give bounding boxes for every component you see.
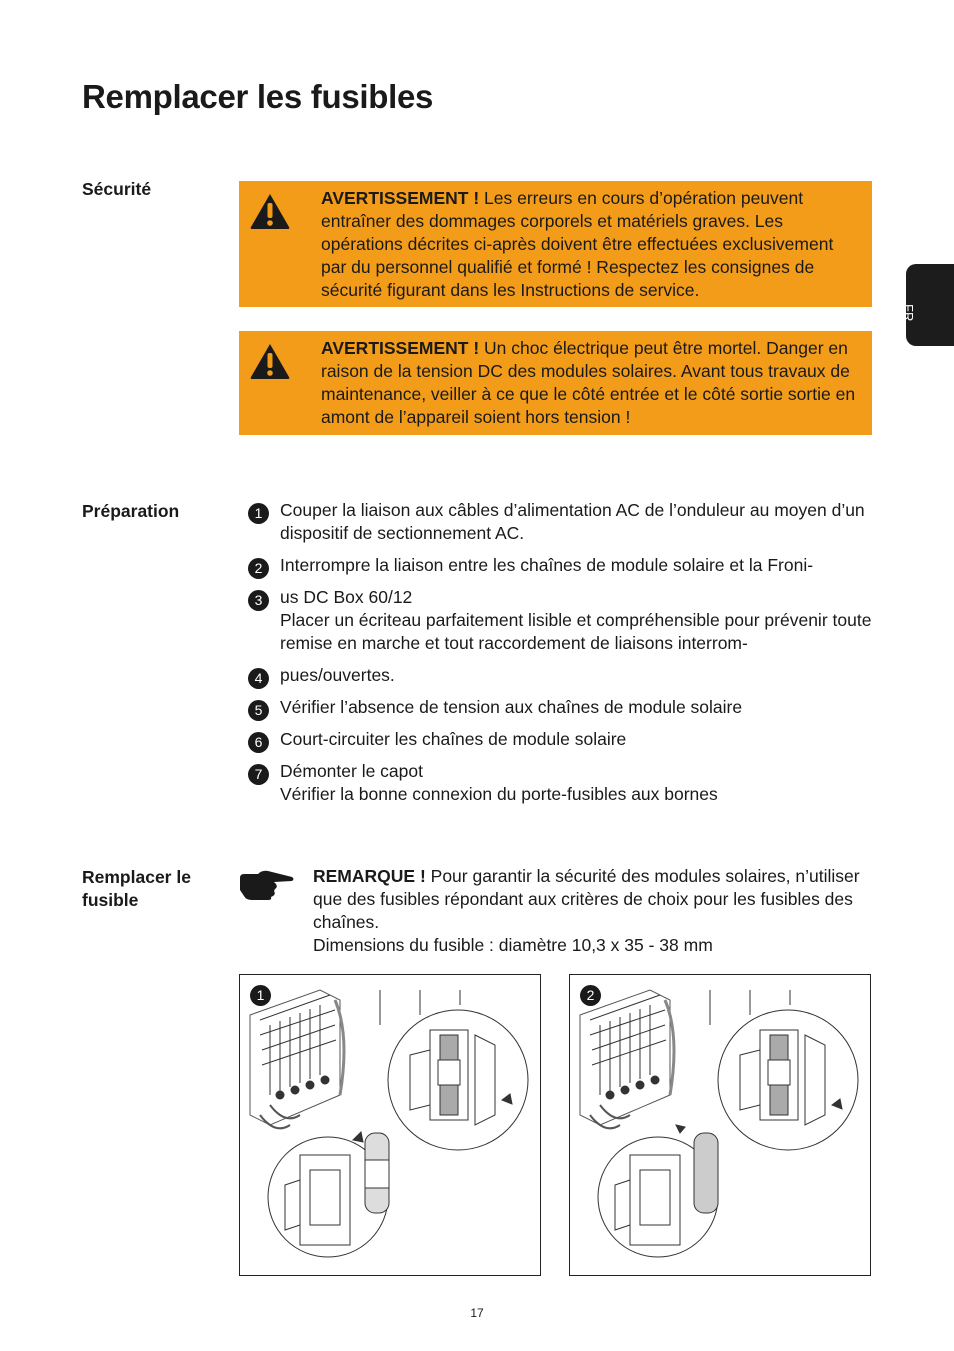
figure-1 xyxy=(239,974,541,1276)
warning-box-1 xyxy=(239,181,872,307)
page-number: 17 xyxy=(470,1306,484,1320)
step-text: Court-circuiter les chaînes de module solaire xyxy=(280,729,627,749)
warning-box-2 xyxy=(239,331,872,435)
step-text: Vérifier la bonne connexion du porte-fusibles aux bornes xyxy=(280,784,718,804)
detail-circle-bottom xyxy=(268,1132,389,1257)
warning-text-1: Les erreurs en cours d’opération peuvent entraîner des dommages corporels et matériels graves. Les opérations décrites ci-après doivent être effectuées exclusivement par du personnel qualifié et formé ! Respectez les consignes de sécurité figurant dans les Instructions de service. xyxy=(321,188,834,300)
warning-triangle-icon xyxy=(249,342,291,380)
step-item xyxy=(248,696,878,719)
figure-2 xyxy=(569,974,871,1276)
step-item xyxy=(248,499,878,545)
detail-circle-top xyxy=(388,1010,528,1150)
warning-text-2: Un choc électrique peut être mortel. Danger en raison de la tension DC des modules solaires. Avant tous travaux de maintenance, veiller à ce que le côté entrée et le côté sortie sortie en amont de l’appareil soient hors tension ! xyxy=(321,338,856,427)
preparation-steps xyxy=(248,499,878,815)
step-number: 7 xyxy=(248,764,269,785)
note-text: Pour garantir la sécurité des modules solaires, n’utiliser que des fusibles répondant aux critères de choix pour les fusibles des chaînes. xyxy=(313,866,860,932)
detail-circle-top xyxy=(718,1010,858,1150)
warning-heading-1: AVERTISSEMENT ! xyxy=(321,188,480,208)
step-text: Vérifier l’absence de tension aux chaînes de module solaire xyxy=(280,697,743,717)
step-item xyxy=(248,728,878,751)
step-text: Démonter le capot xyxy=(280,761,423,781)
step-number: 2 xyxy=(248,558,269,579)
step-text: Couper la liaison aux câbles d’alimentation AC de l’onduleur au moyen d’un dispositif de sectionnement AC. xyxy=(280,500,865,543)
step-text: pues/ouvertes. xyxy=(280,665,395,685)
step-number: 6 xyxy=(248,732,269,753)
step-item xyxy=(248,554,878,577)
language-tab xyxy=(901,264,954,346)
section-label-preparation: Préparation xyxy=(82,501,180,521)
detail-circle-bottom xyxy=(598,1125,718,1257)
figure-number: 2 xyxy=(580,985,601,1006)
language-tab-label: FR xyxy=(901,304,916,322)
step-number: 1 xyxy=(248,503,269,524)
page-title: Remplacer les fusibles xyxy=(82,78,434,115)
section-label-line: Remplacer le xyxy=(82,867,191,887)
fuse-illustration xyxy=(240,975,541,1276)
figure-number: 1 xyxy=(250,985,271,1006)
step-number: 5 xyxy=(248,700,269,721)
warning-triangle-icon xyxy=(249,192,291,230)
note-dimensions: Dimensions du fusible : diamètre 10,3 x 35 - 38 mm xyxy=(313,935,713,955)
warning-heading-2: AVERTISSEMENT ! xyxy=(321,338,480,358)
pointing-hand-icon xyxy=(238,868,296,902)
step-item xyxy=(248,760,878,806)
fuse-illustration xyxy=(570,975,871,1276)
step-text: Placer un écriteau parfaitement lisible et compréhensible pour prévenir toute remise en marche et tout raccordement de liaisons interrom- xyxy=(280,610,872,653)
section-label-line: fusible xyxy=(82,890,139,910)
step-item xyxy=(248,664,878,687)
note-box xyxy=(313,865,873,957)
step-text: us DC Box 60/12 xyxy=(280,587,413,607)
section-label-replace-fuse xyxy=(82,866,222,912)
step-item xyxy=(248,586,878,655)
step-text: Interrompre la liaison entre les chaînes de module solaire et la Froni- xyxy=(280,555,814,575)
step-number: 3 xyxy=(248,590,269,611)
section-label-safety: Sécurité xyxy=(82,179,152,199)
note-heading: REMARQUE ! xyxy=(313,866,426,886)
step-number: 4 xyxy=(248,668,269,689)
